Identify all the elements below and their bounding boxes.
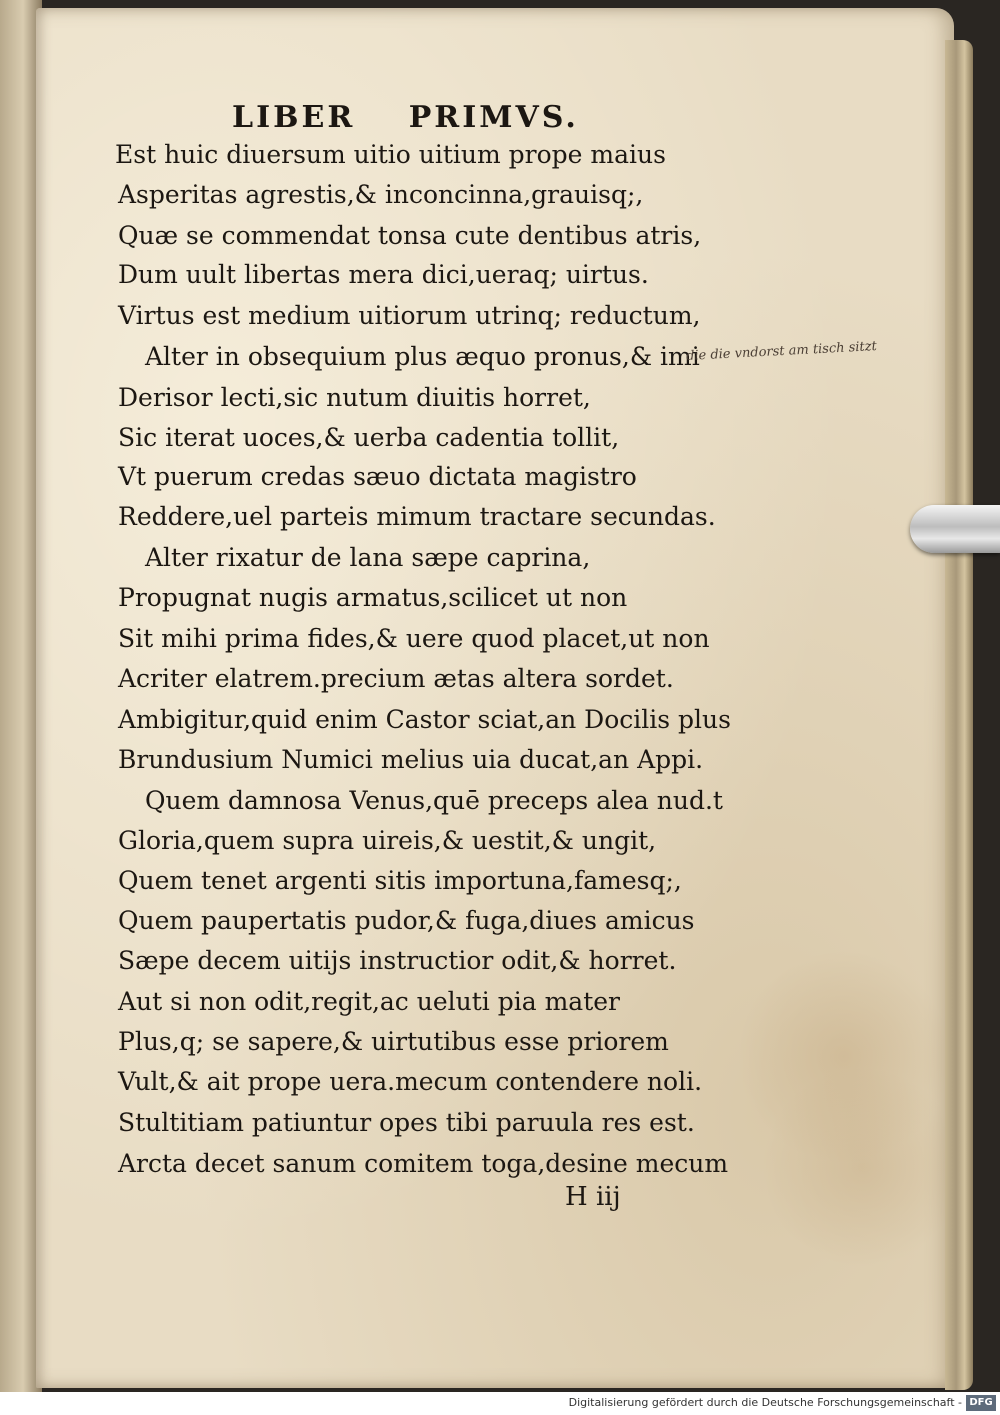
verse-line: Derisor lecti,sic nutum diuitis horret, [118, 383, 591, 412]
verse-line: Est huic diuersum uitio uitium prope maius [115, 140, 666, 169]
verse-line: Quæ se commendat tonsa cute dentibus atris, [118, 221, 702, 250]
verse-line: Gloria,quem supra uireis,& uestit,& ungit, [118, 826, 657, 855]
margin-annotation: die die vndorst am tisch sitzt [685, 339, 878, 364]
verse-line: Alter rixatur de lana sæpe caprina, [145, 543, 591, 572]
verse-line: Quem paupertatis pudor,& fuga,diues amicus [118, 906, 695, 935]
verse-line: Brundusium Numici melius uia ducat,an Appi. [118, 745, 704, 774]
verse-line: Sic iterat uoces,& uerba cadentia tollit, [118, 423, 620, 452]
verse-line: Propugnat nugis armatus,scilicet ut non [118, 583, 628, 612]
verse-line: Vt puerum credas sæuo dictata magistro [118, 462, 637, 491]
running-header: LIBER PRIMVS. [232, 100, 579, 135]
verse-line: Aut si non odit,regit,ac ueluti pia mater [118, 987, 620, 1016]
verse-line: Vult,& ait prope uera.mecum contendere noli. [118, 1067, 703, 1096]
verse-line: Ambigitur,quid enim Castor sciat,an Docilis plus [118, 705, 731, 734]
book-page [36, 8, 954, 1388]
signature-mark: H iij [565, 1182, 621, 1212]
page-stack-edge [945, 40, 973, 1390]
verse-line: Virtus est medium uitiorum utrinq; reductum, [118, 301, 701, 330]
verse-line: Arcta decet sanum comitem toga,desine mecum [118, 1149, 729, 1178]
verse-line: Asperitas agrestis,& inconcinna,grauisq;, [118, 180, 644, 209]
verse-line: Quem tenet argenti sitis importuna,famesq;, [118, 866, 682, 895]
verse-line: Quem damnosa Venus,quē preceps alea nud.t [145, 786, 723, 815]
verse-line: Reddere,uel parteis mimum tractare secundas. [118, 502, 716, 531]
dfg-logo: DFG [966, 1395, 996, 1411]
verse-line: Acriter elatrem.precium ætas altera sordet. [118, 664, 674, 693]
verse-line: Stultitiam patiuntur opes tibi paruula res est. [118, 1108, 695, 1137]
footer-bar [0, 1392, 1000, 1415]
verse-line: Dum uult libertas mera dici,ueraq; uirtus. [118, 260, 649, 289]
verse-line: Sæpe decem uitijs instructior odit,& horret. [118, 946, 677, 975]
footer-credit: Digitalisierung gefördert durch die Deutsche Forschungsgemeinschaft - [568, 1396, 962, 1409]
verse-line: Plus,q; se sapere,& uirtutibus esse priorem [118, 1027, 669, 1056]
verse-line: Sit mihi prima fides,& uere quod placet,ut non [118, 624, 710, 653]
verse-line: Alter in obsequium plus æquo pronus,& imi [145, 342, 700, 371]
page-clip [910, 505, 1000, 553]
